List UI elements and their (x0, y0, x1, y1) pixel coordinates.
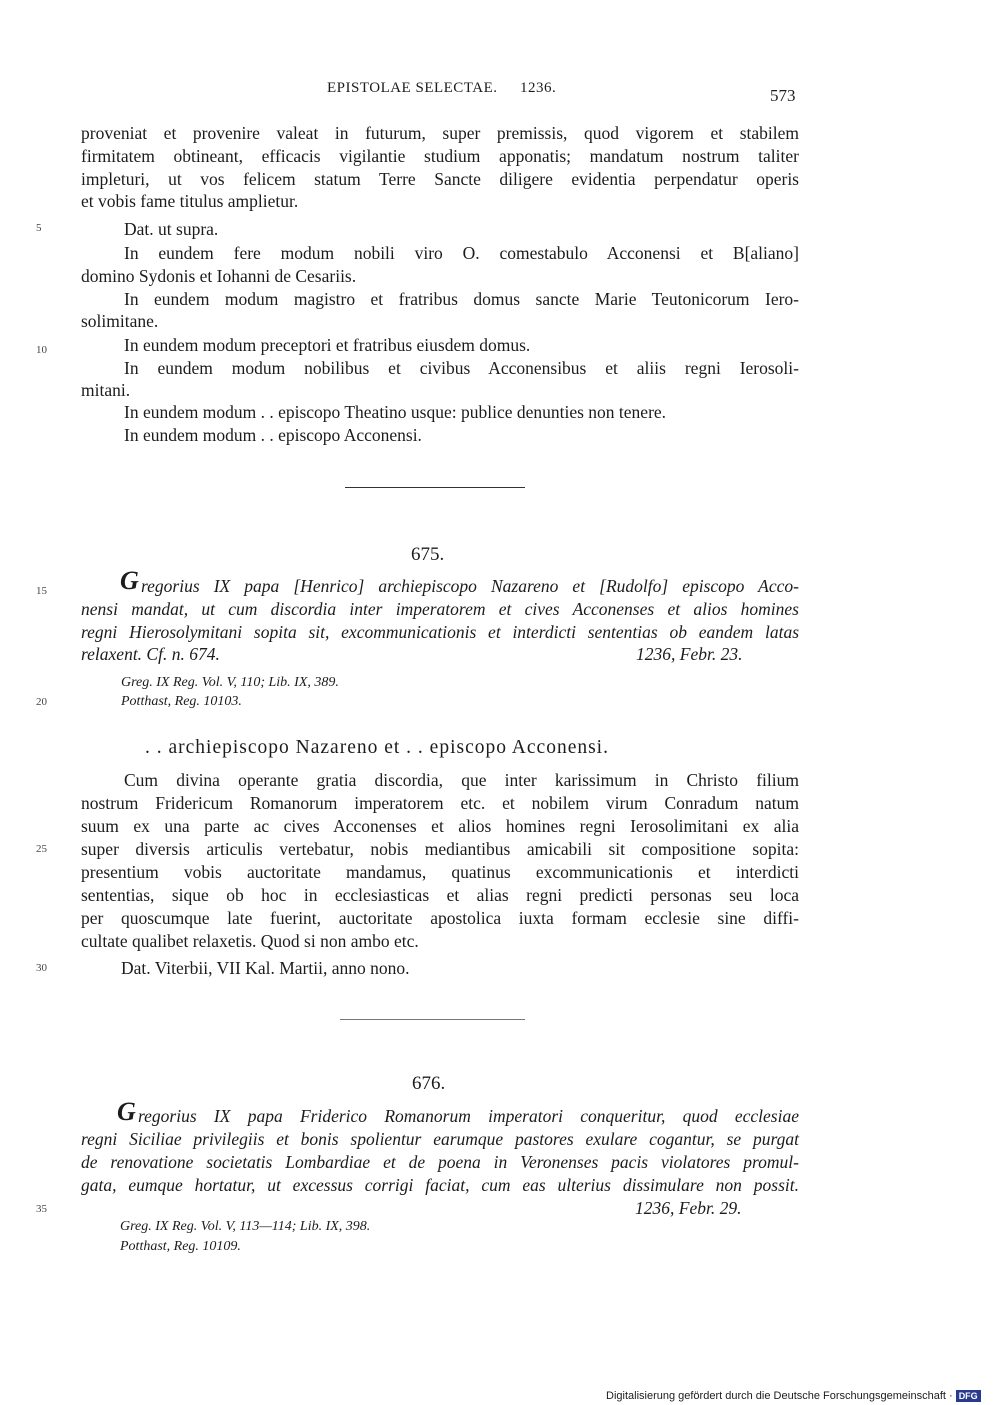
text-line: proveniat et provenire valeat in futurum, super premissis, quod vigorem et stabilem (81, 123, 799, 143)
initial-letter: G (117, 1097, 136, 1126)
section-divider (345, 487, 525, 488)
letter-date: 1236, Febr. 29. (635, 1198, 742, 1218)
line-number: 20 (36, 696, 47, 708)
funding-footer (606, 1390, 981, 1402)
text-line: In eundem modum magistro et fratribus domus sancte Marie Teutonicorum Iero- (124, 289, 799, 309)
running-title: EPISTOLAE SELECTAE. (327, 80, 498, 96)
line-number: 5 (36, 222, 42, 234)
text-line: et vobis fame titulus amplietur. (81, 191, 299, 211)
summary-line: regorius IX papa [Henrico] archiepiscopo Nazareno et [Rudolfo] episcopo Acco- (141, 576, 799, 596)
body-line: Cum divina operante gratia discordia, que inter karissimum in Christo filium (124, 770, 799, 790)
body-line: per quoscumque late fuerint, auctoritate apostolica iuxta formam ecclesie sine diffi- (81, 908, 799, 928)
body-line: suum ex una parte ac cives Acconenses et alios homines regni Ierosolimitani ex alia (81, 816, 799, 836)
text-line: firmitatem obtineant, efficacis vigilantie studium apponatis; mandatum nostrum taliter (81, 146, 799, 166)
body-line: presentium vobis auctoritate mandamus, quatinus excommunicationis et interdicti (81, 862, 799, 882)
body-line: cultate qualibet relaxetis. Quod si non ambo etc. (81, 931, 419, 951)
text-line: In eundem modum nobilibus et civibus Acconensibus et aliis regni Ierosoli- (124, 358, 799, 378)
letter-number: 676. (412, 1073, 446, 1094)
summary-line: regni Siciliae privilegiis et bonis spolientur earumque pastores exulare cogantur, se purgat (81, 1129, 799, 1149)
initial-letter: G (120, 566, 139, 595)
summary-line: de renovatione societatis Lombardiae et de poena in Veronenses pacis violatores promul- (81, 1152, 799, 1172)
line-number: 25 (36, 843, 47, 855)
letter-address: . . archiepiscopo Nazareno et . . episcopo Acconensi. (145, 737, 609, 758)
text-line: In eundem modum . . episcopo Theatino usque: publice denunties non tenere. (124, 402, 667, 422)
reference-line: Potthast, Reg. 10109. (120, 1239, 241, 1254)
summary-line: nensi mandat, ut cum discordia inter imperatorem et cives Acconenses et alios homines (81, 599, 799, 619)
reference-line: Potthast, Reg. 10103. (121, 694, 242, 709)
text-line: In eundem modum . . episcopo Acconensi. (124, 425, 422, 445)
line-number: 30 (36, 962, 47, 974)
page-number: 573 (770, 86, 796, 105)
body-line: nostrum Fridericum Romanorum imperatorem etc. et nobilem virum Conradum natum (81, 793, 799, 813)
text-line: In eundem modum preceptori et fratribus eiusdem domus. (124, 335, 531, 355)
text-line: domino Sydonis et Iohanni de Cesariis. (81, 266, 357, 286)
text-line: In eundem fere modum nobili viro O. comestabulo Acconensi et B[aliano] (124, 243, 799, 263)
summary-line: relaxent. Cf. n. 674. (81, 644, 220, 664)
letter-date: 1236, Febr. 23. (636, 644, 743, 664)
summary-line: regorius IX papa Friderico Romanorum imperatori conqueritur, quod ecclesiae (138, 1106, 799, 1126)
dat-line: Dat. ut supra. (124, 219, 219, 239)
line-number: 10 (36, 344, 47, 356)
section-divider (340, 1019, 525, 1020)
running-year: 1236. (520, 80, 557, 96)
letter-number: 675. (411, 544, 445, 565)
text-line: impleturi, ut vos felicem statum Terre Sancte diligere evidentia perpendatur operis (81, 169, 799, 189)
text-line: mitani. (81, 380, 131, 400)
line-number: 15 (36, 585, 47, 597)
text-line: solimitane. (81, 311, 159, 331)
body-line: sententias, sique ob hoc in ecclesiasticas et alias regni predicti personas seu loca (81, 885, 799, 905)
dfg-logo: DFG (956, 1390, 981, 1402)
reference-line: Greg. IX Reg. Vol. V, 113—114; Lib. IX, 398. (120, 1219, 371, 1234)
dat-line: Dat. Viterbii, VII Kal. Martii, anno nono. (121, 958, 410, 978)
body-line: super diversis articulis vertebatur, nobis mediantibus amicabili sit compositione sopita: (81, 839, 799, 859)
summary-line: gata, eumque hortatur, ut excessus corrigi faciat, cum eas ulterius dissimulare non possit. (81, 1175, 799, 1195)
summary-line: regni Hierosolymitani sopita sit, excommunicationis et interdicti sententias ob eandem latas (81, 622, 799, 642)
reference-line: Greg. IX Reg. Vol. V, 110; Lib. IX, 389. (121, 675, 339, 690)
line-number: 35 (36, 1203, 47, 1215)
funding-text: Digitalisierung gefördert durch die Deutsche Forschungsgemeinschaft · (606, 1390, 953, 1402)
